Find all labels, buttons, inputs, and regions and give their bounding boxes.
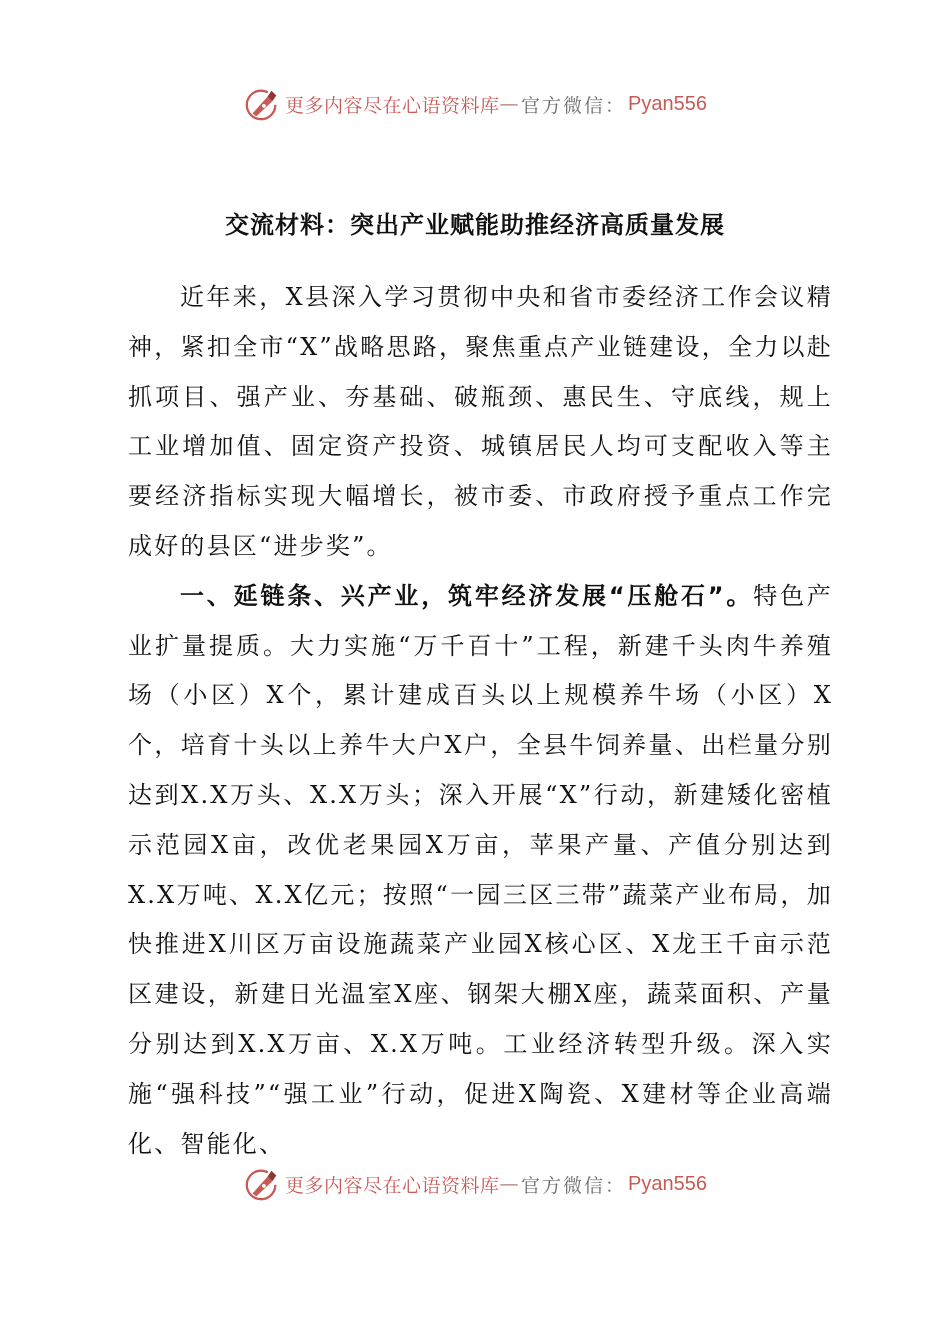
watermark-dash: —: [499, 93, 520, 115]
paragraph-text: 近年来，X县深入学习贯彻中央和省市委经济工作会议精神，紧扣全市“X”战略思路，聚焦重点产业链建设，全力以赴抓项目、强产业、夯基础、破瓶颈、惠民生、守底线，规上工业增加值、固定资产投资、城镇居民人均可支配收入等主要经济指标实现大幅增长，被市委、市政府授予重点工作完成好的县区“进步奖”。: [128, 283, 833, 560]
watermark-banner-bottom: [0, 1162, 950, 1206]
document-body: [128, 273, 833, 1169]
watermark-dash: —: [499, 1173, 520, 1195]
section-heading: 一、延链条、兴产业，筑牢经济发展“压舱石”。: [180, 581, 754, 610]
pen-nib-logo-icon: [243, 85, 281, 123]
paragraph-text: 特色产业扩量提质。大力实施“万千百十”工程，新建千头肉牛养殖场（小区）X个，累计建成百头以上规模养牛场（小区）X个，培育十头以上养牛大户X户，全县牛饲养量、出栏量分别达到X.X万头、X.X万头；深入开展“X”行动，新建矮化密植示范园X亩，改优老果园X万亩，苹果产量、产值分别达到X.X万吨、X.X亿元；按照“一园三区三带”蔬菜产业布局，加快推进X川区万亩设施蔬菜产业园X核心区、X龙王千亩示范区建设，新建日光温室X座、钢架大棚X座，蔬菜面积、产量分别达到X.X万亩、X.X万吨。工业经济转型升级。深入实施“强科技”“强工业”行动，促进X陶瓷、X建材等企业高端化、智能化、: [128, 581, 833, 1158]
pen-nib-logo-icon: [243, 1165, 281, 1203]
watermark-text: 更多内容尽在心语资料库: [285, 1174, 500, 1197]
paragraph-section-1: [128, 572, 833, 1170]
watermark-wechat-label: 官方微信：: [521, 1174, 627, 1197]
paragraph-intro: [128, 273, 833, 572]
watermark-wechat-label: 官方微信：: [521, 94, 627, 117]
watermark-wechat-id: Pyan556: [628, 92, 707, 115]
watermark-wechat-id: Pyan556: [628, 1172, 707, 1195]
watermark-text: 更多内容尽在心语资料库: [285, 94, 500, 117]
watermark-banner-top: [0, 82, 950, 126]
document-title: 交流材料：突出产业赋能助推经济高质量发展: [225, 211, 725, 239]
